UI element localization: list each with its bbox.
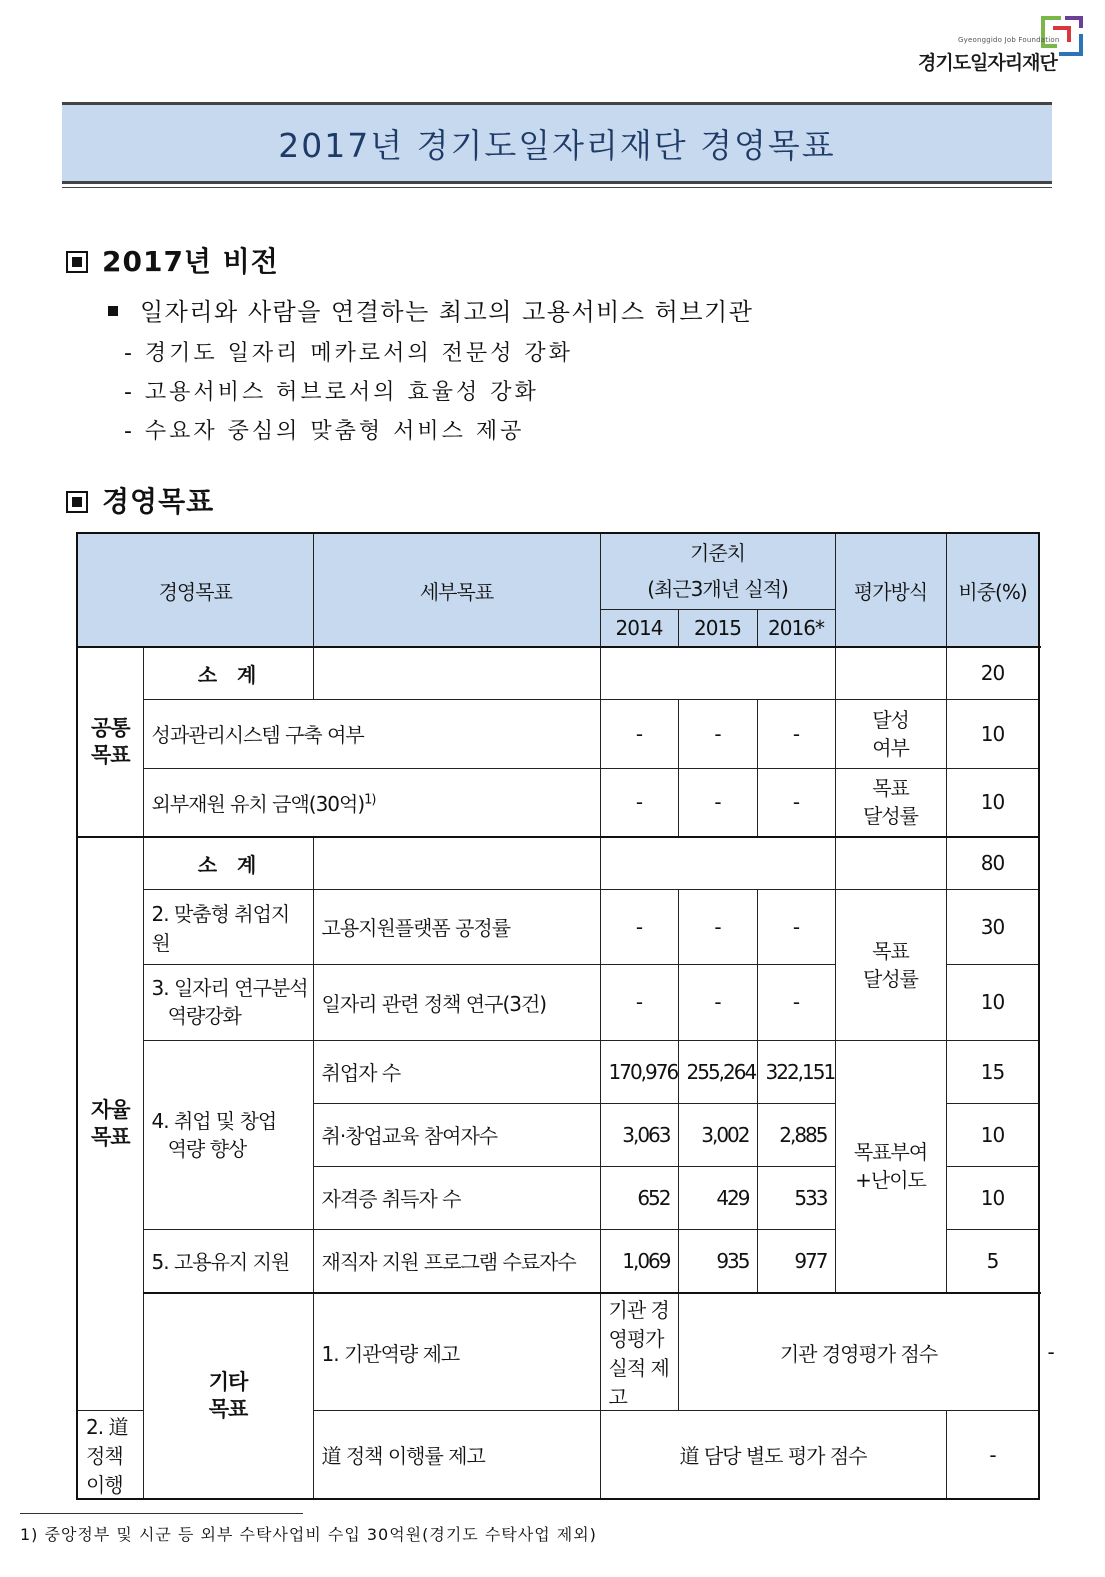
footnote: 1) 중앙정부 및 시군 등 외부 수탁사업비 수입 30억원(경기도 수탁사업 제외) xyxy=(20,1525,597,1544)
goal-name xyxy=(143,768,600,837)
goal-name-text: 외부재원 유치 금액(30억) xyxy=(151,791,365,816)
detail-goal: 고용지원플랫폼 공정률 xyxy=(313,889,600,964)
header-2014: 2014 xyxy=(600,609,678,647)
goal-name: 3. 일자리 연구분석 역량강화 xyxy=(143,964,313,1040)
goal-name: 성과관리시스템 구축 여부 xyxy=(143,699,600,768)
subtotal-value: 80 xyxy=(946,837,1039,889)
value-2014: 1,069 xyxy=(600,1229,678,1293)
weight-value: 10 xyxy=(946,1103,1039,1166)
goals-heading-text: 경영목표 xyxy=(102,485,215,518)
value-2014: - xyxy=(600,768,678,837)
goal-name: 2. 道 정책 이행 xyxy=(77,1411,143,1500)
category-other: 기타 목표 xyxy=(143,1293,313,1499)
goal-name: 4. 취업 및 창업 역량 향상 xyxy=(143,1040,313,1229)
category-autonomous: 자율 목표 xyxy=(77,837,143,1411)
page-title: 2017년 경기도일자리재단 경영목표 xyxy=(278,125,836,165)
value-2015: - xyxy=(678,768,757,837)
value-2015: 3,002 xyxy=(678,1103,757,1166)
empty-cell xyxy=(600,647,835,699)
subtotal-value: 20 xyxy=(946,647,1039,699)
value-2015: - xyxy=(678,699,757,768)
weight-value: 15 xyxy=(946,1040,1039,1103)
eval-method: 목표 달성률 xyxy=(835,889,946,1040)
logo-english-name: Gyeonggido Job Foundation xyxy=(958,36,1060,44)
value-2015: - xyxy=(678,889,757,964)
vision-heading xyxy=(66,240,279,280)
value-2016: - xyxy=(757,768,835,837)
header-2015: 2015 xyxy=(678,609,757,647)
value-2016: 977 xyxy=(757,1229,835,1293)
weight-value: 10 xyxy=(946,1166,1039,1229)
vision-main xyxy=(108,292,753,327)
foundation-logo xyxy=(918,14,1086,80)
goals-heading xyxy=(66,480,214,520)
empty-cell xyxy=(600,837,835,889)
square-bullet-icon xyxy=(66,251,88,273)
header-detail: 세부목표 xyxy=(313,533,600,647)
header-baseline-sub: (최근3개년 실적) xyxy=(647,577,788,602)
value-2014: - xyxy=(600,699,678,768)
logo-korean-name: 경기도일자리재단 xyxy=(918,52,1057,74)
value-2015: 935 xyxy=(678,1229,757,1293)
eval-method: 목표부여 +난이도 xyxy=(835,1040,946,1293)
footnote-divider xyxy=(20,1513,303,1514)
detail-goal: 일자리 관련 정책 연구(3건) xyxy=(313,964,600,1040)
value-2014: - xyxy=(600,964,678,1040)
goals-table: 경영목표 세부목표 기준치 (최근3개년 실적) 평가방식 비중(%) 2014 2015 2016* 공통 목표 소 계 20 성과관리시스템 구축 여부 - - - 달성 여부 10 외부재원 유치 금액(30억)$^{1)}$ - - - 목표 달성률 10 자율 목표 소 계 80 2. 맞춤형 취업지원 고용지원플랫폼 공정률 - - - 목표 달성률 30 3. 일자리 연구분석 역량강화 일자리 관련 정책 연구(3건) - - - 10 4. 취업 및 창업 역량 향상 취업자 수 170,976 255,264 322,151 목표부여 +난이도 15 취·창업교육 참여자수 3,063 3,002 2,885 10 자격증 취득자 수 652 429 533 10 5. 고용유지 지원 재직자 지원 프로그램 수료자수 1,069 935 977 5 기타 목표 1. 기관역량 제고 기관 경영평가 실적 제고 기관 경영평가 점수 - 2. 道 정책 이행 道 정책 이행률 제고 道 담당 별도 평가 점수 - xyxy=(76,532,1040,1500)
goal-name: 5. 고용유지 지원 xyxy=(143,1229,313,1293)
value-2015: 429 xyxy=(678,1166,757,1229)
weight-value: 30 xyxy=(946,889,1039,964)
footnote-ref: 1) xyxy=(364,792,376,808)
header-2016: 2016* xyxy=(757,609,835,647)
empty-cell xyxy=(835,647,946,699)
goal-name: 1. 기관역량 제고 xyxy=(313,1293,600,1411)
detail-goal: 道 정책 이행률 제고 xyxy=(313,1411,600,1500)
subtotal-label: 소 계 xyxy=(143,837,313,889)
value-2016: 2,885 xyxy=(757,1103,835,1166)
header-baseline-title: 기준치 xyxy=(690,541,745,566)
eval-method: 달성 여부 xyxy=(835,699,946,768)
value-2014: 652 xyxy=(600,1166,678,1229)
value-2016: 533 xyxy=(757,1166,835,1229)
goal-name: 2. 맞춤형 취업지원 xyxy=(143,889,313,964)
subtotal-label: 소 계 xyxy=(143,647,313,699)
eval-method: 기관 경영평가 점수 xyxy=(678,1293,1039,1411)
empty-cell xyxy=(835,837,946,889)
detail-goal: 기관 경영평가 실적 제고 xyxy=(600,1293,678,1411)
value-2014: 3,063 xyxy=(600,1103,678,1166)
detail-goal: 취·창업교육 참여자수 xyxy=(313,1103,600,1166)
weight-value: 10 xyxy=(946,964,1039,1040)
weight-value: - xyxy=(946,1411,1039,1500)
value-2015: 255,264 xyxy=(678,1040,757,1103)
square-bullet-icon xyxy=(66,491,88,513)
empty-cell xyxy=(313,837,600,889)
header-goal: 경영목표 xyxy=(77,533,313,647)
value-2014: 170,976 xyxy=(600,1040,678,1103)
vision-main-text: 일자리와 사람을 연결하는 최고의 고용서비스 허브기관 xyxy=(140,298,754,326)
category-common: 공통 목표 xyxy=(77,647,143,837)
detail-goal: 재직자 지원 프로그램 수료자수 xyxy=(313,1229,600,1293)
weight-value: 10 xyxy=(946,699,1039,768)
value-2014: - xyxy=(600,889,678,964)
value-2016: - xyxy=(757,699,835,768)
value-2016: - xyxy=(757,889,835,964)
eval-method: 道 담당 별도 평가 점수 xyxy=(600,1411,946,1500)
title-banner xyxy=(62,102,1052,184)
value-2016: 322,151 xyxy=(757,1040,835,1103)
vision-heading-text: 2017년 비전 xyxy=(102,245,279,278)
value-2016: - xyxy=(757,964,835,1040)
detail-goal: 자격증 취득자 수 xyxy=(313,1166,600,1229)
header-weight: 비중(%) xyxy=(946,533,1039,647)
small-square-bullet-icon xyxy=(108,306,118,316)
empty-cell xyxy=(313,647,600,699)
vision-item: - 경기도 일자리 메카로서의 전문성 강화 xyxy=(124,341,573,366)
detail-goal: 취업자 수 xyxy=(313,1040,600,1103)
header-baseline xyxy=(600,533,835,609)
vision-item: - 수요자 중심의 맞춤형 서비스 제공 xyxy=(124,419,525,444)
eval-method: 목표 달성률 xyxy=(835,768,946,837)
vision-item: - 고용서비스 허브로서의 효율성 강화 xyxy=(124,380,539,405)
weight-value: 10 xyxy=(946,768,1039,837)
weight-value: 5 xyxy=(946,1229,1039,1293)
header-method: 평가방식 xyxy=(835,533,946,647)
value-2015: - xyxy=(678,964,757,1040)
